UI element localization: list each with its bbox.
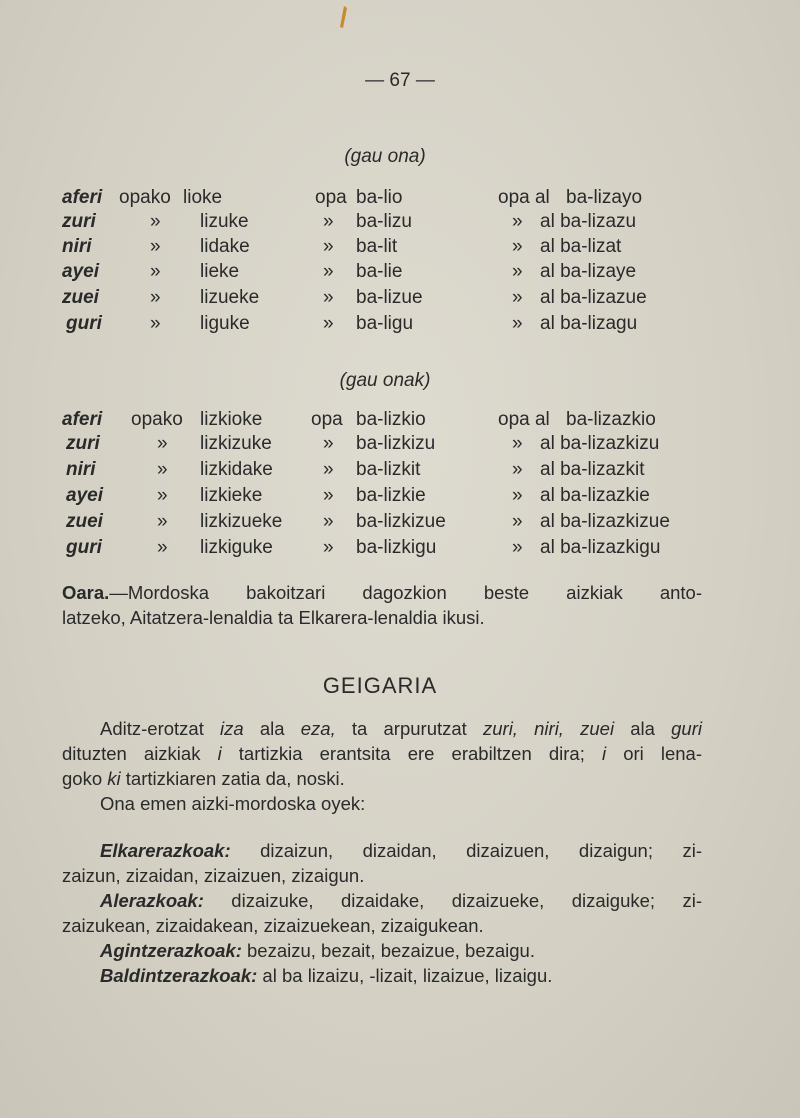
note-line-1 [62,580,702,605]
ink-mark [338,6,348,30]
cell: » [512,511,523,532]
pronoun: zuri [66,433,100,454]
cell: lizkiguke [200,537,273,558]
example-label: Baldintzerazkoak: [100,965,258,986]
cell: ba-lizkio [356,409,426,430]
cell: » [150,287,161,308]
cell: ba-lizkie [356,485,426,506]
cell: » [323,313,334,334]
example-label: Alerazkoak: [100,890,204,911]
cell: ba-lizkit [356,459,421,480]
cell: » [157,511,168,532]
cell: » [512,485,523,506]
example-line: zaizun, zizaidan, zizaizuen, zizaigun. [62,865,365,886]
note-line-2: latzeko, Aitatzera-lenaldia ta Elkarera-lenaldia ikusi. [62,607,485,628]
cell: lizuke [200,211,249,232]
cell: lizueke [200,287,260,308]
cell: ba-lizkigu [356,537,437,558]
cell: al ba-lizazkizu [540,433,660,454]
example-label: Elkarerazkoak: [100,840,231,861]
pronoun: guri [66,537,102,558]
pronoun: niri [62,236,92,257]
cell: al ba-lizat [540,236,622,257]
section-heading: GEIGARIA [322,673,438,698]
pronoun: zuei [62,287,99,308]
example-line [62,963,702,988]
cell: » [323,459,334,480]
cell: » [157,485,168,506]
italic-term: eza, [300,718,336,739]
cell: ba-lit [356,236,398,257]
cell: al ba-lizazkizue [540,511,670,532]
cell: ba-lizazkio [566,409,656,430]
note-label: Oara. [62,582,110,603]
cell: ba-lie [356,261,403,282]
cell: » [323,537,334,558]
cell: opa al [498,409,550,430]
cell: » [512,211,523,232]
cell: » [512,459,523,480]
text: al ba lizaizu, -lizait, lizaizue, lizaigu. [257,965,553,986]
example-label: Agintzerazkoak: [100,940,242,961]
section-title-gau-ona: (gau ona) [344,146,426,167]
cell: » [512,287,523,308]
cell: » [323,485,334,506]
paragraph-line [62,766,702,791]
text: dizaizuke, dizaidake, dizaizueke, dizaiguke; zi- [203,890,702,911]
text: tartizkiaren zatia da, noski. [120,768,345,789]
cell: al ba-lizazkit [540,459,645,480]
italic-term: guri [671,718,702,739]
cell: lizkioke [200,409,263,430]
cell: » [323,236,334,257]
pronoun: aferi [62,409,103,430]
cell: » [157,537,168,558]
text: ta arpurutzat [335,718,483,739]
pronoun: guri [66,313,102,334]
cell: » [512,313,523,334]
italic-term: i [601,743,607,764]
cell: opako [119,187,171,208]
cell: ba-ligu [356,313,414,334]
text: ala [614,718,672,739]
examples-block [62,838,702,988]
italic-term: ki [107,768,121,789]
italic-term: zuri, niri, zuei [483,718,615,739]
cell: » [323,211,334,232]
cell: » [157,433,168,454]
example-line [62,838,702,863]
cell: » [150,261,161,282]
example-line [62,938,702,963]
cell: opa [311,409,343,430]
cell: ba-lizkizue [356,511,446,532]
pronoun: zuei [66,511,103,532]
text: goko [62,768,108,789]
cell: » [323,511,334,532]
cell: ba-lio [356,187,403,208]
section-title-gau-onak: (gau onak) [339,370,431,391]
pronoun: niri [66,459,96,480]
cell: lizkizuke [200,433,272,454]
text: Aditz-erotzat [100,718,221,739]
cell: al ba-lizazkie [540,485,650,506]
note-paragraph [62,580,702,630]
cell: » [323,433,334,454]
cell: opa al [498,187,550,208]
cell: » [512,537,523,558]
cell: lioke [183,187,223,208]
cell: liguke [200,313,250,334]
cell: al ba-lizaye [540,261,637,282]
intro-paragraph [62,716,702,816]
paragraph-line [62,716,702,741]
cell: » [157,459,168,480]
cell: lizkidake [200,459,273,480]
italic-term: i [217,743,222,764]
cell: » [323,261,334,282]
cell: ba-lizayo [566,187,643,208]
example-line: zaizukean, zizaidakean, zizaizuekean, zizaigukean. [62,915,484,936]
text: ala [243,718,301,739]
cell: al ba-lizagu [540,313,638,334]
pronoun: aferi [62,187,103,208]
cell: opa [315,187,347,208]
italic-term: iza [220,718,244,739]
pronoun: ayei [66,485,103,506]
note-text: —Mordoska bakoitzari dagozkion beste aizkiak anto- [109,582,702,603]
text: dituzten aizkiak [62,743,218,764]
cell: al ba-lizazu [540,211,637,232]
cell: » [150,211,161,232]
example-line [62,888,702,913]
cell: » [150,236,161,257]
cell: lizkizueke [200,511,283,532]
text: ori lena- [606,743,703,764]
cell: opako [131,409,183,430]
cell: ba-lizue [356,287,423,308]
cell: » [512,236,523,257]
cell: » [512,433,523,454]
cell: » [323,287,334,308]
cell: lieke [200,261,240,282]
paragraph-line: Ona emen aizki-mordoska oyek: [100,793,366,814]
pronoun: zuri [62,211,96,232]
cell: ba-lizkizu [356,433,436,454]
cell: al ba-lizazkigu [540,537,661,558]
cell: » [512,261,523,282]
paragraph-line [62,741,702,766]
text: dizaizun, dizaidan, dizaizuen, dizaigun; zi- [230,840,702,861]
pronoun: ayei [62,261,99,282]
cell: lizkieke [200,485,263,506]
cell: ba-lizu [356,211,412,232]
cell: » [150,313,161,334]
text: tartizkia erantsita ere erabiltzen dira; [221,743,602,764]
text: bezaizu, bezait, bezaizue, bezaigu. [241,940,535,961]
page-number: — 67 — [365,70,435,91]
cell: al ba-lizazue [540,287,647,308]
cell: lidake [200,236,250,257]
